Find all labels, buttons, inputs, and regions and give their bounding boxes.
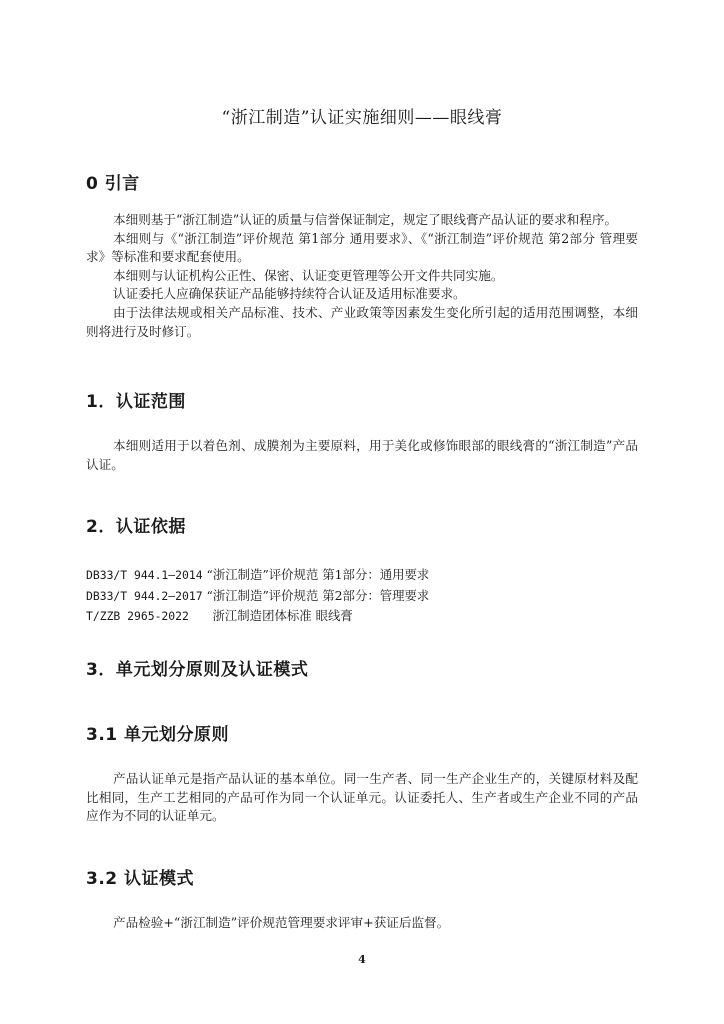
scope-body xyxy=(86,437,638,474)
heading-unit-mode: 3．单元划分原则及认证模式 xyxy=(86,660,309,680)
standards-list xyxy=(86,565,429,627)
heading-basis: 2．认证依据 xyxy=(86,517,186,537)
unit-principle-body xyxy=(86,770,638,826)
standard-title: 浙江制造团体标准 眼线膏 xyxy=(212,608,353,623)
intro-paragraph-5: 由于法律法规或相关产品标准、技术、产业政策等因素发生变化所引起的适用范围调整，本细则将进行及时修订。 xyxy=(86,304,638,339)
standard-code: DB33/T 944.1—2014 xyxy=(86,568,203,582)
standard-code: T/ZZB 2965-2022 xyxy=(86,609,189,623)
heading-intro: 0 引言 xyxy=(86,174,140,194)
standard-item-2 xyxy=(86,586,429,607)
standard-title: “浙江制造”评价规范 第2部分：管理要求 xyxy=(206,587,430,603)
page-number: 4 xyxy=(358,953,366,966)
intro-body xyxy=(86,211,638,341)
heading-scope: 1．认证范围 xyxy=(86,392,186,412)
intro-paragraph-1: 本细则基于“浙江制造”认证的质量与信誉保证制定，规定了眼线膏产品认证的要求和程序。 xyxy=(113,212,618,227)
cert-mode-paragraph: 产品检验+“浙江制造”评价规范管理要求评审+获证后监督。 xyxy=(113,915,450,930)
intro-paragraph-2: 本细则与《“浙江制造”评价规范 第1部分 通用要求》、《“浙江制造”评价规范 第2部分 管理要求》等标准和要求配套使用。 xyxy=(86,230,638,265)
scope-paragraph: 本细则适用于以着色剂、成膜剂为主要原料，用于美化或修饰眼部的眼线膏的“浙江制造”产品认证。 xyxy=(86,438,638,472)
cert-mode-body xyxy=(86,914,638,933)
heading-cert-mode: 3.2 认证模式 xyxy=(86,869,195,889)
intro-paragraph-4: 认证委托人应确保获证产品能够持续符合认证及适用标准要求。 xyxy=(113,286,466,302)
standard-item-1 xyxy=(86,565,429,586)
heading-unit-principle: 3.1 单元划分原则 xyxy=(86,725,230,745)
standard-item-3 xyxy=(86,606,429,627)
standard-title: “浙江制造”评价规范 第1部分：通用要求 xyxy=(206,567,430,582)
standard-code: DB33/T 944.2—2017 xyxy=(86,588,203,603)
intro-paragraph-3: 本细则与认证机构公正性、保密、认证变更管理等公开文件共同实施。 xyxy=(113,267,504,283)
unit-principle-paragraph: 产品认证单元是指产品认证的基本单位。同一生产者、同一生产企业生产的，关键原材料及配比相同，生产工艺相同的产品可作为同一个认证单元。认证委托人、生产者或生产企业不同的产品应作为不同的认证单元。 xyxy=(86,771,638,824)
document-title: “浙江制造”认证实施细则——眼线膏 xyxy=(221,108,503,128)
